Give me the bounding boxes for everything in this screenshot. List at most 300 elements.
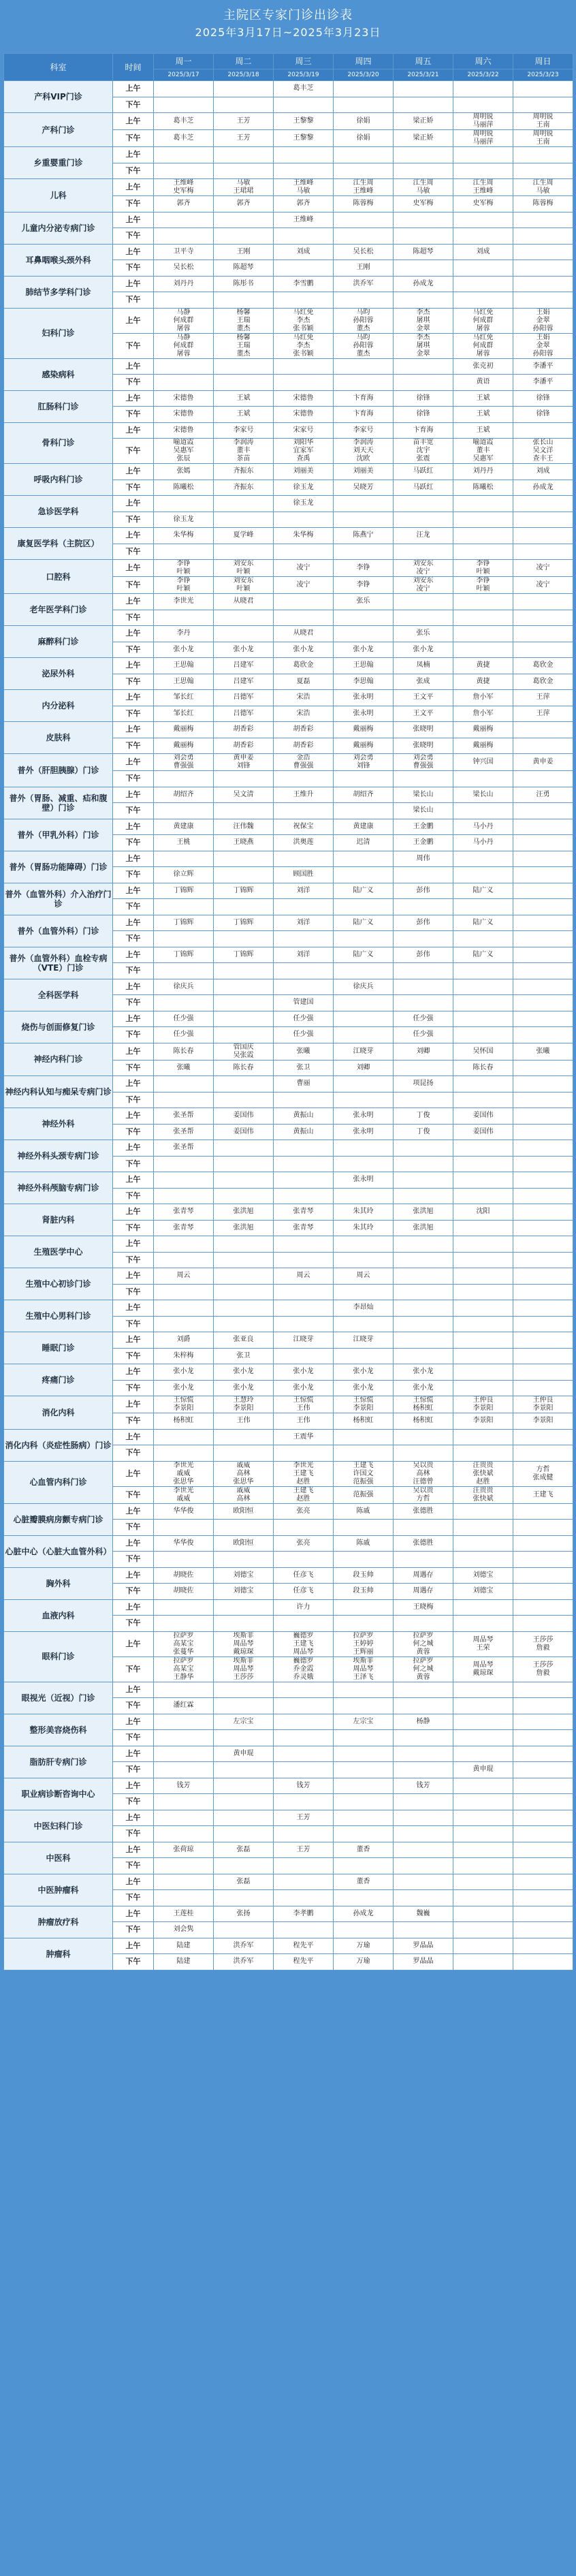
time-slot: 上午 xyxy=(113,1503,154,1520)
doctor-cell xyxy=(513,1300,573,1317)
doctor-cell: 凤楠 xyxy=(394,658,453,674)
doctor-cell xyxy=(274,163,334,179)
table-row xyxy=(4,947,573,963)
department-name: 呼吸内科门诊 xyxy=(4,464,113,496)
doctor-cell: 梁长山 xyxy=(453,787,513,803)
doctor-cell: 张曦 xyxy=(274,1043,334,1060)
time-slot: 上午 xyxy=(113,464,154,480)
doctor-cell: 王维峰 史军梅 xyxy=(154,179,214,196)
doctor-cell xyxy=(274,1858,334,1874)
doctor-cell: 马红免 何成群 屠蓉 xyxy=(453,308,513,333)
doctor-cell xyxy=(513,1011,573,1027)
doctor-cell xyxy=(214,512,274,528)
doctor-cell xyxy=(154,544,214,560)
doctor-cell: 宋德鲁 xyxy=(274,390,334,407)
table-row xyxy=(4,1300,573,1317)
doctor-cell: 葛欣金 xyxy=(513,674,573,690)
doctor-cell: 任少强 xyxy=(154,1027,214,1043)
doctor-cell: 吴文清 xyxy=(214,787,274,803)
doctor-cell xyxy=(334,995,394,1011)
department-name: 整形美容烧伤科 xyxy=(4,1714,113,1746)
doctor-cell: 董香 xyxy=(334,1842,394,1858)
doctor-cell xyxy=(214,544,274,560)
doctor-cell xyxy=(334,1520,394,1536)
date-header: 2025/3/23 xyxy=(513,69,573,81)
doctor-cell: 刘爵 xyxy=(154,1332,214,1349)
doctor-cell: 汪贵贵 张快斌 赵胜 xyxy=(453,1461,513,1486)
doctor-cell xyxy=(394,1316,453,1332)
time-slot: 上午 xyxy=(113,819,154,835)
doctor-cell xyxy=(394,496,453,512)
time-slot: 上午 xyxy=(113,1906,154,1922)
doctor-cell xyxy=(394,163,453,179)
doctor-cell: 方哲 张成健 xyxy=(513,1461,573,1486)
doctor-cell xyxy=(274,1092,334,1108)
department-name: 神经外科 xyxy=(4,1108,113,1140)
doctor-cell xyxy=(214,1858,274,1874)
department-name: 心脏中心（心脏大血管外科） xyxy=(4,1535,113,1567)
doctor-cell xyxy=(214,1552,274,1568)
doctor-cell xyxy=(274,97,334,113)
doctor-cell: 马红免 李杰 张书颖 xyxy=(274,333,334,358)
doctor-cell: 王震华 xyxy=(274,1429,334,1445)
doctor-cell: 任少强 xyxy=(274,1011,334,1027)
doctor-cell xyxy=(513,1156,573,1172)
doctor-cell xyxy=(334,1858,394,1874)
doctor-cell: 程先平 xyxy=(274,1938,334,1954)
doctor-cell xyxy=(334,97,394,113)
time-slot: 上午 xyxy=(113,979,154,995)
doctor-cell: 江生周 马敏 xyxy=(513,179,573,196)
table-row xyxy=(4,851,573,867)
doctor-cell: 祝保宝 xyxy=(274,819,334,835)
doctor-cell xyxy=(453,803,513,819)
doctor-cell xyxy=(154,1156,214,1172)
time-slot: 上午 xyxy=(113,1268,154,1285)
doctor-cell xyxy=(154,163,214,179)
time-slot: 上午 xyxy=(113,308,154,333)
time-slot: 下午 xyxy=(113,1445,154,1462)
doctor-cell: 魏巍 xyxy=(394,1906,453,1922)
doctor-cell: 梁正娇 xyxy=(394,113,453,130)
doctor-cell: 许力 xyxy=(274,1599,334,1616)
doctor-cell: 马静 何成群 屠蓉 xyxy=(154,308,214,333)
doctor-cell xyxy=(453,1364,513,1381)
doctor-cell xyxy=(513,1826,573,1842)
time-slot: 下午 xyxy=(113,771,154,787)
doctor-cell xyxy=(453,851,513,867)
doctor-cell: 姜国伟 xyxy=(214,1108,274,1125)
doctor-cell: 任少强 xyxy=(394,1027,453,1043)
doctor-cell: 邹长红 xyxy=(154,706,214,722)
doctor-cell: 王思翰 xyxy=(334,658,394,674)
doctor-cell: 从晓君 xyxy=(274,626,334,642)
doctor-cell xyxy=(334,358,394,375)
doctor-cell xyxy=(214,1076,274,1093)
doctor-cell: 詹小军 xyxy=(453,690,513,706)
doctor-cell xyxy=(154,1188,214,1204)
doctor-cell: 孙成龙 xyxy=(513,480,573,496)
doctor-cell xyxy=(394,1092,453,1108)
time-slot: 上午 xyxy=(113,1076,154,1093)
doctor-cell xyxy=(214,963,274,979)
doctor-cell xyxy=(154,1429,214,1445)
department-name: 生殖医学中心 xyxy=(4,1236,113,1268)
table-row xyxy=(4,690,573,706)
doctor-cell xyxy=(334,1616,394,1632)
doctor-cell xyxy=(274,1730,334,1746)
doctor-cell xyxy=(453,528,513,544)
table-row xyxy=(4,1682,573,1698)
day-header: 周一 xyxy=(154,54,214,69)
doctor-cell xyxy=(334,1599,394,1616)
doctor-cell: 陈彤书 xyxy=(214,276,274,292)
doctor-cell xyxy=(154,899,214,915)
department-name: 皮肤科 xyxy=(4,722,113,754)
day-header: 周日 xyxy=(513,54,573,69)
doctor-cell xyxy=(334,1552,394,1568)
table-row xyxy=(4,212,573,228)
doctor-cell xyxy=(214,626,274,642)
doctor-cell xyxy=(214,1445,274,1462)
doctor-cell: 欧阳恒 xyxy=(214,1535,274,1552)
doctor-cell xyxy=(513,1284,573,1300)
doctor-cell xyxy=(513,1236,573,1253)
time-slot: 上午 xyxy=(113,1172,154,1189)
doctor-cell: 郭齐 xyxy=(214,196,274,213)
doctor-cell xyxy=(513,931,573,947)
doctor-cell xyxy=(394,228,453,245)
doctor-cell xyxy=(274,1156,334,1172)
time-slot: 上午 xyxy=(113,594,154,610)
table-row xyxy=(4,1746,573,1762)
time-slot: 上午 xyxy=(113,496,154,512)
doctor-cell xyxy=(214,1284,274,1300)
doctor-cell xyxy=(334,496,394,512)
doctor-cell: 周明锐 马丽萍 xyxy=(453,113,513,130)
doctor-cell xyxy=(394,358,453,375)
time-slot: 下午 xyxy=(113,867,154,883)
doctor-cell: 杨静 xyxy=(394,1714,453,1730)
table-row xyxy=(4,979,573,995)
department-name: 普外（肝胆胰腺）门诊 xyxy=(4,754,113,787)
doctor-cell xyxy=(394,1746,453,1762)
doctor-cell: 张小龙 xyxy=(274,1364,334,1381)
doctor-cell xyxy=(334,292,394,309)
doctor-cell xyxy=(334,163,394,179)
table-row xyxy=(4,113,573,130)
doctor-cell: 陈蓉梅 xyxy=(513,196,573,213)
doctor-cell: 凌宁 xyxy=(274,560,334,577)
doctor-cell: 万瑜 xyxy=(334,1954,394,1970)
time-slot: 下午 xyxy=(113,1156,154,1172)
doctor-cell: 拉萨罗 何之城 黄蓉 xyxy=(394,1631,453,1656)
department-name: 普外（甲乳外科）门诊 xyxy=(4,819,113,851)
table-row xyxy=(4,1778,573,1794)
doctor-cell: 宋德鲁 xyxy=(154,422,214,439)
doctor-cell: 丁俊 xyxy=(394,1124,453,1140)
doctor-cell: 李孝鹏 xyxy=(274,1906,334,1922)
doctor-cell xyxy=(334,1810,394,1826)
doctor-cell xyxy=(394,1188,453,1204)
department-name: 普外（血管外科）门诊 xyxy=(4,915,113,947)
doctor-cell xyxy=(453,1348,513,1364)
doctor-cell: 刘阳华 宜家军 查禹 xyxy=(274,439,334,464)
doctor-cell xyxy=(334,610,394,626)
doctor-cell xyxy=(453,642,513,658)
department-name: 儿童内分泌专病门诊 xyxy=(4,212,113,244)
doctor-cell xyxy=(394,1140,453,1157)
doctor-cell xyxy=(394,1922,453,1938)
doctor-cell xyxy=(154,963,214,979)
doctor-cell: 张曦 xyxy=(513,1043,573,1060)
doctor-cell: 张嫣 xyxy=(154,464,214,480)
doctor-cell xyxy=(154,1874,214,1890)
doctor-cell: 张青琴 xyxy=(274,1220,334,1236)
doctor-cell: 李铮 叶颖 xyxy=(154,577,214,594)
time-slot: 下午 xyxy=(113,1520,154,1536)
doctor-cell xyxy=(513,292,573,309)
doctor-cell xyxy=(274,931,334,947)
time-slot: 上午 xyxy=(113,1461,154,1486)
doctor-cell xyxy=(513,1778,573,1794)
doctor-cell: 陈戚 xyxy=(334,1503,394,1520)
department-name: 烧伤与创面修复门诊 xyxy=(4,1011,113,1043)
doctor-cell: 李景阳 xyxy=(513,1413,573,1430)
doctor-cell xyxy=(394,1794,453,1810)
department-name: 脂肪肝专病门诊 xyxy=(4,1746,113,1778)
doctor-cell: 李思翰 xyxy=(334,674,394,690)
table-row xyxy=(4,1236,573,1253)
doctor-cell xyxy=(513,1746,573,1762)
doctor-cell: 张洪旭 xyxy=(394,1220,453,1236)
doctor-cell xyxy=(154,1794,214,1810)
doctor-cell: 葛欣金 xyxy=(513,658,573,674)
doctor-cell xyxy=(513,1922,573,1938)
doctor-cell xyxy=(453,1778,513,1794)
doctor-cell xyxy=(513,1520,573,1536)
time-slot: 下午 xyxy=(113,1656,154,1682)
doctor-cell xyxy=(453,1076,513,1093)
doctor-cell: 夏磊 xyxy=(274,674,334,690)
doctor-cell xyxy=(334,212,394,228)
doctor-cell xyxy=(453,544,513,560)
doctor-cell xyxy=(274,771,334,787)
doctor-cell xyxy=(334,1762,394,1778)
doctor-cell xyxy=(274,544,334,560)
doctor-cell xyxy=(334,228,394,245)
doctor-cell: 刘德宝 xyxy=(214,1567,274,1584)
doctor-cell xyxy=(154,1252,214,1268)
doctor-cell xyxy=(513,1714,573,1730)
doctor-cell xyxy=(214,995,274,1011)
doctor-cell: 范振强 xyxy=(334,1486,394,1503)
doctor-cell xyxy=(334,81,394,97)
doctor-cell: 黄捷 xyxy=(453,674,513,690)
doctor-cell xyxy=(453,212,513,228)
doctor-cell: 刘卿 xyxy=(394,1043,453,1060)
doctor-cell xyxy=(394,1236,453,1253)
schedule-body xyxy=(4,81,573,1970)
time-slot: 上午 xyxy=(113,626,154,642)
doctor-cell xyxy=(453,1520,513,1536)
time-slot: 上午 xyxy=(113,754,154,771)
doctor-cell: 张克初 xyxy=(453,358,513,375)
doctor-cell: 张圣帮 xyxy=(154,1140,214,1157)
doctor-cell: 陆广义 xyxy=(334,915,394,931)
doctor-cell: 项昆扬 xyxy=(394,1076,453,1093)
doctor-cell: 钱芳 xyxy=(394,1778,453,1794)
time-slot: 下午 xyxy=(113,610,154,626)
doctor-cell xyxy=(513,1503,573,1520)
department-name: 神经内科门诊 xyxy=(4,1043,113,1076)
doctor-cell xyxy=(394,1332,453,1349)
table-row xyxy=(4,390,573,407)
doctor-cell: 马红免 何成群 屠蓉 xyxy=(453,333,513,358)
doctor-cell xyxy=(453,228,513,245)
doctor-cell: 卞育海 xyxy=(334,407,394,423)
doctor-cell xyxy=(513,979,573,995)
doctor-cell: 周明锐 王南 xyxy=(513,113,573,130)
time-slot: 上午 xyxy=(113,528,154,544)
doctor-cell xyxy=(453,1172,513,1189)
doctor-cell xyxy=(394,1429,453,1445)
doctor-cell: 徐玉龙 xyxy=(274,480,334,496)
table-row xyxy=(4,1842,573,1858)
doctor-cell: 李昂灿 xyxy=(334,1300,394,1317)
doctor-cell xyxy=(394,963,453,979)
doctor-cell xyxy=(513,163,573,179)
doctor-cell: 王斌 xyxy=(453,422,513,439)
doctor-cell xyxy=(154,995,214,1011)
doctor-cell: 戴丽梅 xyxy=(334,738,394,754)
doctor-cell: 刘会隽 xyxy=(154,1922,214,1938)
doctor-cell: 黄振山 xyxy=(274,1108,334,1125)
time-slot: 上午 xyxy=(113,883,154,899)
schedule-table xyxy=(3,53,573,1970)
doctor-cell xyxy=(453,1027,513,1043)
doctor-cell: 朱华梅 xyxy=(274,528,334,544)
doctor-cell: 卫平寺 xyxy=(154,244,214,260)
doctor-cell xyxy=(214,375,274,391)
time-slot: 上午 xyxy=(113,1842,154,1858)
doctor-cell xyxy=(334,544,394,560)
doctor-cell: 汪龙 xyxy=(394,528,453,544)
doctor-cell: 埃斯菲 周品琴 戴琼琛 xyxy=(214,1631,274,1656)
doctor-cell: 张洪旭 xyxy=(394,1204,453,1221)
department-name: 中医科 xyxy=(4,1842,113,1874)
department-name: 普外（胃肠、减重、疝和腹壁）门诊 xyxy=(4,787,113,819)
doctor-cell xyxy=(274,1300,334,1317)
doctor-cell xyxy=(274,963,334,979)
doctor-cell xyxy=(214,1922,274,1938)
doctor-cell xyxy=(513,1092,573,1108)
time-slot: 上午 xyxy=(113,690,154,706)
doctor-cell xyxy=(453,1890,513,1906)
doctor-cell: 管建国 xyxy=(274,995,334,1011)
doctor-cell xyxy=(334,963,394,979)
doctor-cell: 周明锐 王南 xyxy=(513,130,573,147)
doctor-cell: 戴丽梅 xyxy=(453,738,513,754)
doctor-cell xyxy=(214,212,274,228)
doctor-cell xyxy=(214,1890,274,1906)
table-row xyxy=(4,1268,573,1285)
doctor-cell xyxy=(214,81,274,97)
doctor-cell xyxy=(513,1535,573,1552)
doctor-cell xyxy=(453,963,513,979)
doctor-cell: 胡晓佐 xyxy=(154,1584,214,1600)
doctor-cell: 王斌 xyxy=(214,407,274,423)
doctor-cell: 吴怀国 xyxy=(453,1043,513,1060)
doctor-cell: 王娟 金翠 孙阳蓉 xyxy=(513,308,573,333)
doctor-cell: 王刚 xyxy=(334,260,394,277)
department-name: 消化内科（炎症性肠病）门诊 xyxy=(4,1429,113,1461)
doctor-cell: 周伟 xyxy=(394,851,453,867)
time-slot: 下午 xyxy=(113,1698,154,1714)
doctor-cell: 张乐 xyxy=(334,594,394,610)
time-slot: 下午 xyxy=(113,375,154,391)
doctor-cell xyxy=(154,1599,214,1616)
department-name: 肺结节多学科门诊 xyxy=(4,276,113,308)
doctor-cell: 张卫 xyxy=(274,1060,334,1076)
table-row xyxy=(4,1461,573,1486)
table-row xyxy=(4,81,573,97)
doctor-cell xyxy=(334,1429,394,1445)
doctor-cell: 王慧玲 李景阳 xyxy=(214,1396,274,1413)
table-row xyxy=(4,276,573,292)
doctor-cell: 张磊 xyxy=(214,1874,274,1890)
doctor-cell: 戴丽梅 xyxy=(453,722,513,738)
doctor-cell: 张卫 xyxy=(214,1348,274,1364)
table-row xyxy=(4,244,573,260)
doctor-cell xyxy=(274,1922,334,1938)
doctor-cell xyxy=(453,1316,513,1332)
doctor-cell xyxy=(513,1682,573,1698)
doctor-cell xyxy=(453,867,513,883)
doctor-cell xyxy=(513,1188,573,1204)
doctor-cell: 彭伟 xyxy=(394,947,453,963)
table-row xyxy=(4,787,573,803)
doctor-cell xyxy=(274,1172,334,1189)
doctor-cell: 张亮 xyxy=(274,1535,334,1552)
doctor-cell: 刘会勇 刘锋 xyxy=(334,754,394,771)
doctor-cell: 李丹 xyxy=(154,626,214,642)
doctor-cell: 刘成 xyxy=(274,244,334,260)
doctor-cell xyxy=(513,1954,573,1970)
time-slot: 上午 xyxy=(113,1204,154,1221)
doctor-cell: 姜国伟 xyxy=(453,1108,513,1125)
time-slot: 上午 xyxy=(113,276,154,292)
doctor-cell: 宋浩 xyxy=(274,706,334,722)
doctor-cell xyxy=(154,1076,214,1093)
doctor-cell xyxy=(154,1316,214,1332)
doctor-cell xyxy=(214,97,274,113)
doctor-cell: 周云 xyxy=(334,1268,394,1285)
doctor-cell: 徐锋 xyxy=(394,407,453,423)
doctor-cell xyxy=(513,1380,573,1396)
doctor-cell: 张小龙 xyxy=(334,1380,394,1396)
table-row xyxy=(4,1631,573,1656)
doctor-cell: 王惊慌 李景阳 xyxy=(154,1396,214,1413)
doctor-cell: 周品琴 王荣 xyxy=(453,1631,513,1656)
doctor-cell: 齐振东 xyxy=(214,464,274,480)
date-header: 2025/3/18 xyxy=(214,69,274,81)
doctor-cell: 陆广义 xyxy=(334,947,394,963)
doctor-cell xyxy=(274,1714,334,1730)
doctor-cell xyxy=(513,915,573,931)
doctor-cell xyxy=(513,1140,573,1157)
department-name: 全科医学科 xyxy=(4,979,113,1011)
